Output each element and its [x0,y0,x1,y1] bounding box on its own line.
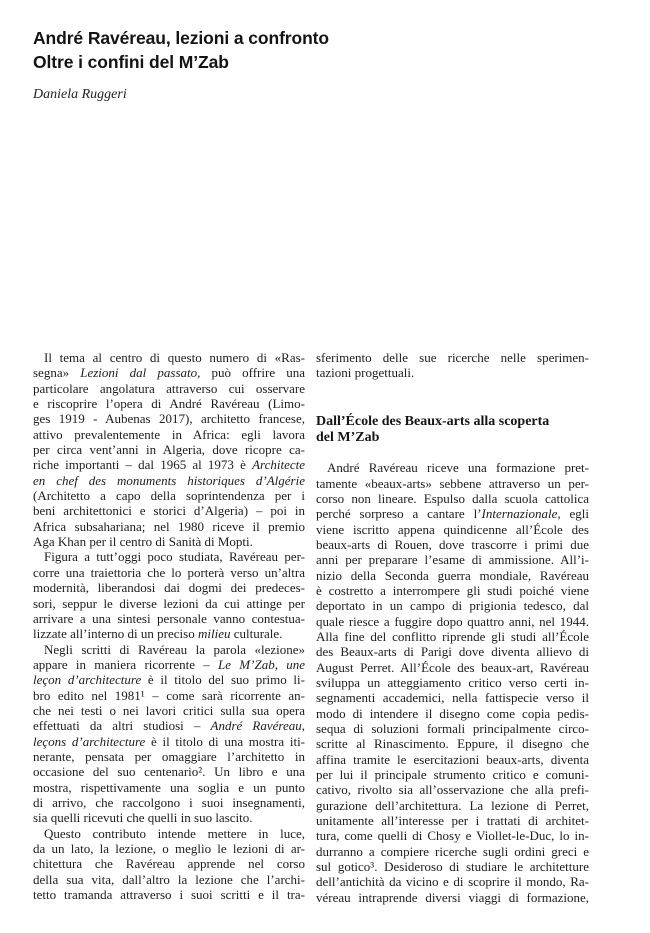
text-run: mostra, rispettivamente una soglia e un punto [33,779,305,795]
text-line [33,734,305,749]
text-line [33,764,305,779]
text-run: beni architettonici e storici d’Algeria) – poi in [33,503,305,519]
text-run: nizio della Seconda guerra mondiale, Ravéreau [316,567,589,583]
text-line [33,749,305,764]
text-line [33,534,305,549]
text-line [33,580,305,595]
text-line [316,813,589,828]
text-line [316,614,589,629]
text-run: sori, seppur le diverse lezioni da cui attinge per [33,595,305,611]
text-run: che nei testi o nei lavori critici sulla sua opera [33,702,305,718]
text-line [33,688,305,703]
text-line [316,767,589,782]
text-run: (Architetto a capo della soprintendenza per i [33,488,305,504]
text-line [33,795,305,810]
text-run: perché sorpreso a cantare l’ [316,506,482,522]
text-run: sia quelli ricevuti che quelli in suo lascito. [33,810,253,826]
text-line [316,798,589,813]
text-run: Dall’École des Beaux-arts alla scoperta [316,413,550,429]
text-line [33,411,305,426]
text-run: anni per preparare l’esame di ammissione. All’i- [316,552,589,568]
body-paragraph [33,642,305,826]
subtitle-text: Oltre i confini del M’Zab [33,52,229,72]
text-run: André Ravéreau riceve una formazione pret- [327,460,589,476]
text-run: viene iscritto appena quindicenne all’École des [316,521,589,537]
text-run: Questo contributo intende mettere in luce, [44,825,305,841]
text-line [316,537,589,552]
text-run: affina tramite le esercitazioni beaux-arts, diventa [316,751,589,767]
text-line [316,660,589,675]
text-line [33,872,305,887]
text-line [316,598,589,613]
text-run: Il tema al centro di questo numero di «Ras- [44,350,305,365]
text-line [33,396,305,411]
text-line [316,890,589,905]
text-run: scritte al Rinascimento. Eppure, il disegno che [316,736,589,752]
text-line [33,381,305,396]
text-line [316,874,589,889]
text-line [316,675,589,690]
text-line [33,826,305,841]
text-line [316,844,589,859]
text-run: particolare angolatura attraverso cui osservare [33,380,305,396]
text-line [33,350,305,365]
text-run: occasione del suo centenario². Un libro e una [33,764,305,780]
text-run: quale riesce a fuggire dopo quattro anni, nel 1944. [316,613,589,629]
text-line [33,565,305,580]
heading-line [316,430,589,446]
text-run: unitamente all’interesse per i trattati di architet- [316,813,589,829]
text-line [316,736,589,751]
italic-text-run: Lezioni dal passato [80,365,198,381]
text-line [316,706,589,721]
text-run: attivo prevalentemente in Africa: egli lavora [33,426,305,442]
text-run: corre una traiettoria che lo porterà verso un’altra [33,564,305,580]
text-run: Negli scritti di Ravéreau la parola «lezione» [44,641,305,657]
text-run: del M’Zab [316,429,380,445]
text-line [33,611,305,626]
body-paragraph [316,460,589,905]
text-column-left [33,350,305,902]
text-line [316,460,589,475]
text-run: des Beaux-arts di Parigi dove diventa allievo di [316,644,589,660]
author-name: Daniela Ruggeri [33,87,127,102]
text-run: sferimento delle sue ricerche nelle sperimen- [316,350,589,365]
italic-text-run: milieu [197,626,231,642]
text-run: dell’antichità da vicino e di scoprire il mondo, Ra- [316,874,589,890]
text-run: corso non lineare. Espulso dalla scuola cattolica [316,490,589,506]
text-line [33,810,305,825]
text-run: bro edito nel 1981¹ – come sarà ricorrente an- [33,687,305,703]
body-paragraph [33,549,305,641]
text-run: da un lato, la lezione, o meglio le lezioni di ar- [33,841,305,856]
text-run: , egli [557,506,590,522]
body-paragraph [316,350,589,381]
text-line [316,506,589,521]
text-line [316,752,589,767]
text-line [33,718,305,733]
text-run: modo di intendere il disegno come copia pedis- [316,705,589,721]
text-run: Africa subsahariana; nel 1980 riceve il premio [33,518,305,534]
text-run: gurazione dell’architettura. La lezione di Perret, [316,797,589,813]
text-run: beaux-arts di Rouen, dove trascorre i primi due [316,536,589,552]
text-run: per circa vent’anni in Algeria, dove ricopre ca- [33,442,305,458]
text-line [33,427,305,442]
text-run: , può offrire una [197,365,305,381]
text-run: ges 1919 - Aubenas 2017), architetto francese, [33,411,305,427]
text-run: tamente «beaux-arts» sebbene attraverso un per- [316,475,589,491]
text-run: Figura a tutt’oggi poco studiata, Ravéreau per- [44,549,305,565]
text-line [33,457,305,472]
text-line [316,476,589,491]
text-run: sviluppa un atteggiamento critico verso certi in- [316,675,589,690]
text-line [33,780,305,795]
text-line [33,473,305,488]
section-heading [316,414,589,446]
text-run: nerante, pensata per omaggiare l’architetto in [33,748,305,764]
text-run: della sua vita, dall’altro la lezione che l’archi- [33,871,305,887]
title-text: André Ravéreau, lezioni a confronto [33,28,329,48]
text-run: durranno a compiere ricerche sugli ordini greci e [316,843,589,859]
text-run: riche importanti – dal 1965 al 1973 è [33,457,253,473]
text-line [33,626,305,641]
text-line [33,596,305,611]
italic-text-run: Le M’Zab, une [218,656,305,672]
text-line [316,365,589,380]
body-paragraph [33,350,305,549]
text-run: è il titolo di una mostra iti- [145,733,306,749]
text-run: modernità, liberandosi dai dogmi dei predeces- [33,580,305,596]
text-line [316,721,589,736]
text-run: e riscoprire l’opera di André Ravéreau (Limo- [33,396,305,412]
text-run: sequa di soluzioni formali principalmente circo- [316,721,589,737]
text-line [33,365,305,380]
text-line [316,690,589,705]
text-line [33,549,305,564]
italic-text-run: Internazionale [481,506,558,522]
body-paragraph [33,826,305,903]
text-line [33,657,305,672]
text-line [33,503,305,518]
text-line [33,856,305,871]
text-run: August Perret. All’École des beaux-art, Ravéreau [316,659,589,675]
text-line [33,442,305,457]
text-line [316,491,589,506]
italic-text-run: Architecte [252,457,305,473]
text-run: culturale. [230,626,283,642]
text-line [316,583,589,598]
text-line [316,552,589,567]
text-run: effettuati da altri studiosi – [33,718,211,734]
heading-line [316,414,589,430]
text-run: è costretto a interrompere gli studi poiché viene [316,582,589,598]
text-line [316,350,589,365]
article-header [33,26,613,104]
italic-text-run: André Ravéreau, [210,718,305,734]
italic-text-run: en chef des monuments historiques d’Algérie [33,472,305,488]
text-line [316,859,589,874]
text-line [33,703,305,718]
text-run: è il titolo del suo primo li- [141,672,305,688]
text-line [33,519,305,534]
text-run: sul gotico³. Desideroso di studiare le architetture [316,859,589,875]
text-run: segnamenti accademici, nella fattispecie verso il [316,690,589,706]
text-run: arrivare a una sintesi personale vanno contestua- [33,610,305,626]
text-run: lizzate all’interno di un preciso [33,626,198,642]
text-run: tura, come quelli di Chosy e Viollet-le-Duc, lo in- [316,828,589,844]
text-run: chitettura che Ravéreau apprende nel corso [33,856,305,872]
text-line [33,672,305,687]
article-title [33,26,613,74]
text-run: Aga Khan per il centro di Sanità di Mopti. [33,534,253,550]
text-line [316,522,589,537]
text-line [33,642,305,657]
text-run: véreau intraprende diversi viaggi di formazione, [316,889,589,905]
text-run: tazioni progettuali. [316,365,415,381]
text-run: di arrivo, che raccolgono i suoi insegnamenti, [33,794,305,810]
text-run: per lui il principale strumento critico e comuni- [316,767,589,783]
text-line [33,887,305,902]
text-line [316,568,589,583]
text-run: deportato in un campo di prigionia tedesco, dal [316,598,589,614]
text-line [316,782,589,797]
text-line [316,644,589,659]
text-run: tetto tramanda attraverso i suoi scritti e il tra- [33,887,305,903]
italic-text-run: leçons d’architecture [33,733,146,749]
text-line [316,629,589,644]
italic-text-run: leçon d’architecture [33,672,142,688]
text-run: segna» [33,365,81,381]
text-line [33,488,305,503]
text-column-right [316,350,589,905]
text-run: Alla fine del conflitto riprende gli studi all’École [316,628,589,644]
text-run: cativo, rivolto sia all’osservazione che alla prefi- [316,782,589,798]
text-run: appare in maniera ricorrente – [33,656,219,672]
text-line [33,841,305,856]
text-line [316,828,589,843]
